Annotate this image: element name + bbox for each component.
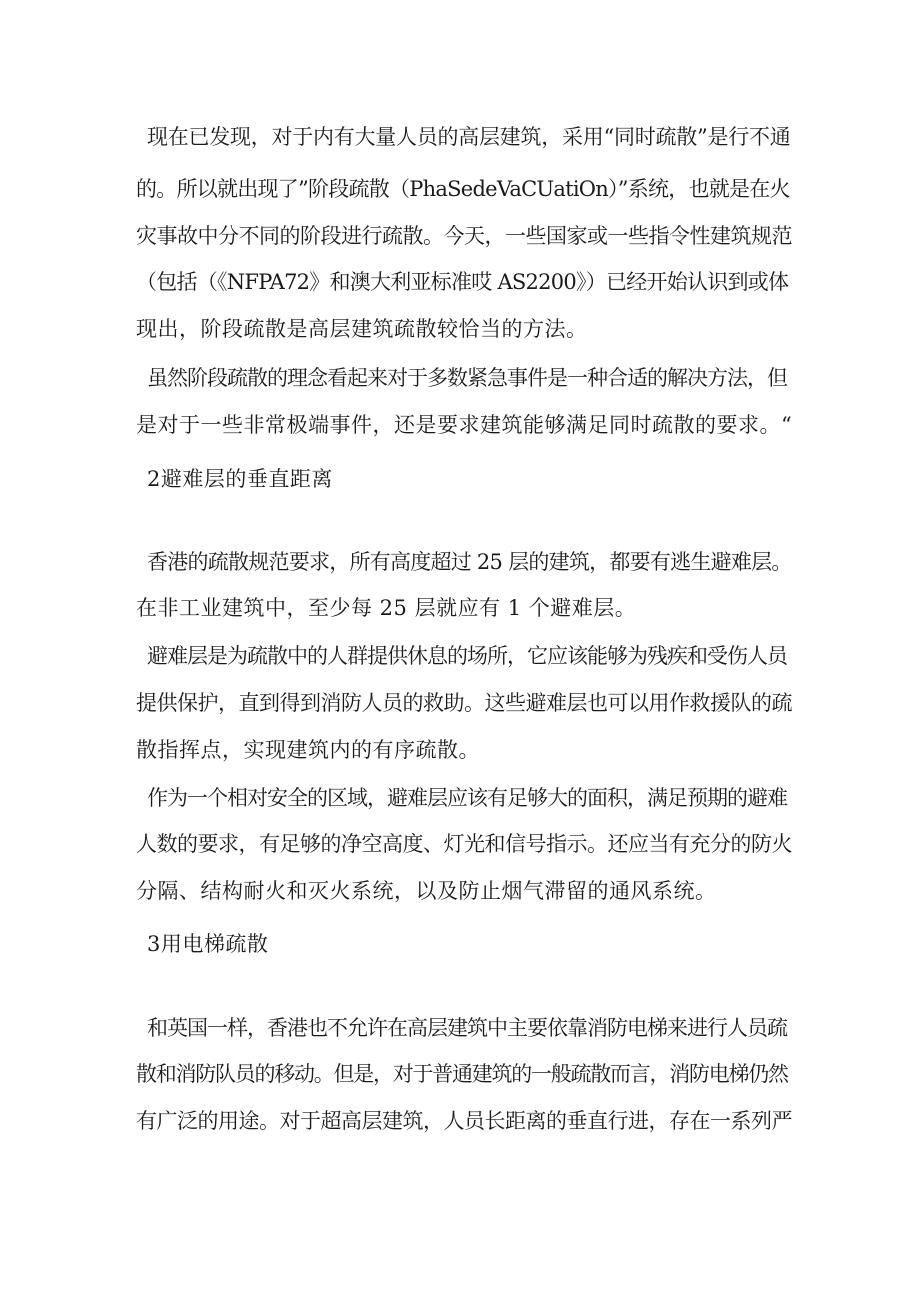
paragraph-line: 散指挥点，实现建筑内的有序疏散。	[136, 738, 480, 762]
paragraph-line: 现在已发现，对于内有大量人员的高层建筑，采用“同时疏散”是行不通	[147, 125, 791, 149]
paragraph-line: 灾事故中分不同的阶段进行疏散。今天，一些国家或一些指令性建筑规范	[136, 224, 792, 248]
paragraph-line: 现出，阶段疏散是高层建筑疏散较恰当的方法。	[136, 317, 588, 341]
paragraph-line: （包括（《NFPA72》和澳大利亚标准哎 AS2200》）已经开始认识到或体	[136, 270, 789, 294]
paragraph-line: 分隔、结构耐火和灭火系统，以及防止烟气滞留的通风系统。	[136, 879, 717, 903]
paragraph-line: 和英国一样，香港也不允许在高层建筑中主要依靠消防电梯来进行人员疏	[147, 1016, 787, 1040]
paragraph-line: 避难层是为疏散中的人群提供休息的场所，它应该能够为残疾和受伤人员	[147, 644, 787, 668]
paragraph-line: 在非工业建筑中，至少每 25 层就应有 1 个避难层。	[136, 596, 637, 620]
paragraph-line: 是对于一些非常极端事件，还是要求建筑能够满足同时疏散的要求。“	[136, 413, 793, 437]
paragraph-line: 的。所以就出现了”阶段疏散（PhaSedeVaCUatiOn）”系统，也就是在火	[136, 177, 790, 201]
section-heading: 3用电梯疏散	[147, 932, 269, 956]
paragraph-line: 有广泛的用途。对于超高层建筑，人员长距离的垂直行进，存在一系列严	[136, 1109, 792, 1133]
paragraph-line: 提供保护，直到得到消防人员的救助。这些避难层也可以用作救援队的疏	[136, 691, 792, 715]
paragraph-line: 虽然阶段疏散的理念看起来对于多数紧急事件是一种合适的解决方法，但	[147, 366, 787, 390]
paragraph-line: 人数的要求，有足够的净空高度、灯光和信号指示。还应当有充分的防火	[136, 832, 792, 856]
section-heading: 2避难层的垂直距离	[147, 467, 333, 491]
paragraph-line: 散和消防队员的移动。但是，对于普通建筑的一般疏散而言，消防电梯仍然	[136, 1062, 788, 1086]
paragraph-line: 作为一个相对安全的区域，避难层应该有足够大的面积，满足预期的避难	[147, 786, 787, 810]
paragraph-line: 香港的疏散规范要求，所有高度超过 25 层的建筑，都要有逃生避难层。	[147, 550, 792, 574]
